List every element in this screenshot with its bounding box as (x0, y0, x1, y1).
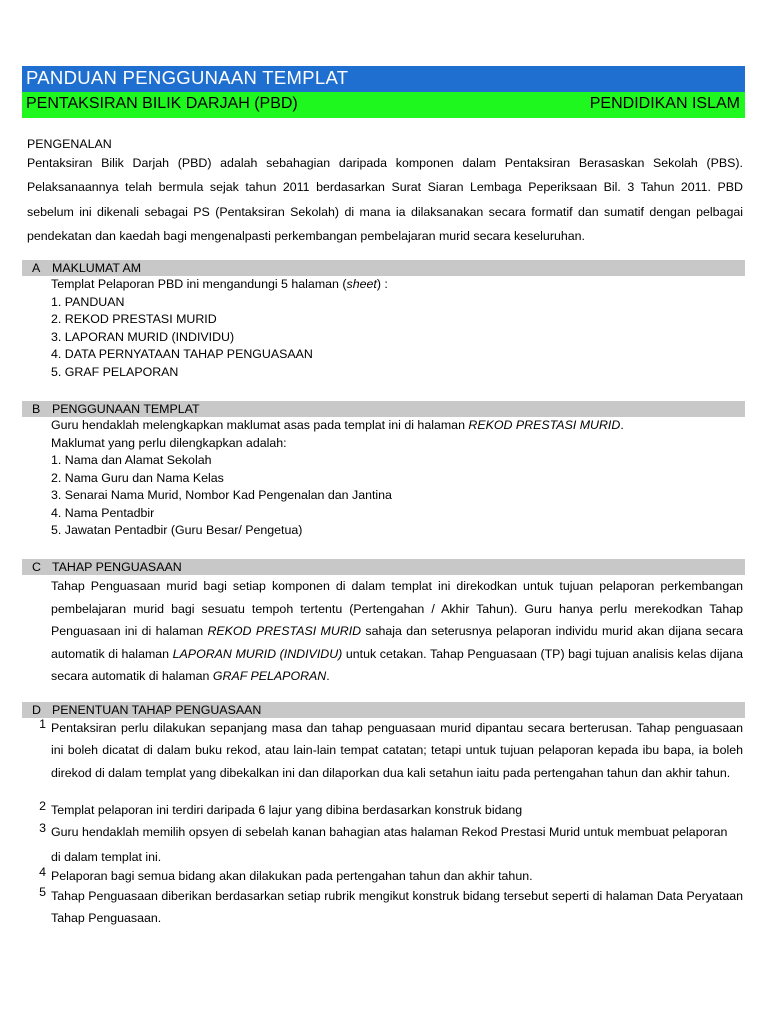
section-d-header (22, 702, 745, 718)
intro-paragraph: Pentaksiran Bilik Darjah (PBD) adalah sebahagian daripada komponen dalam Pentaksiran Berasaskan Sekolah (PBS). Pelaksanaannya telah bermula sejak tahun 2011 berdasarkan Surat Siaran Lembaga Peperiksaan Bil. 3 Tahun 2011. PBD sebelum ini dikenali sebagai PS (Pentaksiran Sekolah) di mana ia dilaksanakan secara formatif dan sumatif dengan pelbagai pendekatan dan kaedah bagi mengenalpasti perkembangan pembelajaran murid secara keseluruhan. (27, 156, 743, 243)
list-item: 1. PANDUAN (51, 294, 125, 309)
list-item: 1. Nama dan Alamat Sekolah (51, 453, 212, 467)
item-text: Tahap Penguasaan diberikan berdasarkan setiap rubrik mengikut konstruk bidang tersebut seperti di halaman Data Peryataan Tahap Penguasaan. (51, 889, 743, 926)
section-letter: A (32, 261, 41, 275)
section-letter: D (32, 703, 41, 717)
item-number: 5 (39, 885, 46, 899)
intro-heading: PENGENALAN (27, 137, 112, 151)
item-number: 2 (39, 799, 46, 813)
item-number: 1 (39, 717, 46, 731)
section-b-content (51, 417, 624, 540)
item-number: 3 (39, 821, 46, 835)
item-text: Templat pelaporan ini terdiri daripada 6 lajur yang dibina berdasarkan konstruk bidang (51, 803, 523, 817)
list-item: 4. DATA PERNYATAAN TAHAP PENGUASAAN (51, 347, 313, 361)
item-text: Pelaporan bagi semua bidang akan dilakukan pada pertengahan tahun dan akhir tahun. (51, 869, 533, 883)
section-a-content (51, 276, 388, 381)
document-title-bar (22, 66, 745, 92)
item-text: Pentaksiran perlu dilakukan sepanjang masa dan tahap penguasaan murid dipantau secara berterusan. Tahap penguasaan ini boleh dicatat di dalam buku rekod, atau lain-lain tempat catatan; tetapi untuk tujuan pelaporan kepada ibu bapa, ia boleh direkod di dalam templat yang dibekalkan ini dan dilaporkan dua kali setahun iaitu pada pertengahan tahun dan akhir tahun. (51, 721, 743, 780)
item-text: di dalam templat ini. (51, 850, 162, 864)
section-b-header (22, 401, 745, 417)
subject-label: PENDIDIKAN ISLAM (589, 95, 740, 112)
document-title: PANDUAN PENGGUNAAN TEMPLAT (26, 67, 349, 88)
item-number: 4 (39, 865, 46, 879)
section-a-lead: Templat Pelaporan PBD ini mengandungi 5 halaman (sheet) : (51, 277, 388, 291)
section-a-header (22, 260, 745, 276)
list-item: 2. REKOD PRESTASI MURID (51, 312, 217, 326)
section-c-header (22, 559, 745, 575)
list-item: 3. LAPORAN MURID (INDIVIDU) (51, 329, 235, 344)
section-title: MAKLUMAT AM (52, 261, 142, 275)
section-b-lead: Guru hendaklah melengkapkan maklumat asas pada templat ini di halaman REKOD PRESTASI MURID. (51, 418, 624, 432)
list-item: 4. Nama Pentadbir (51, 505, 155, 520)
section-c-paragraph: Tahap Penguasaan murid bagi setiap komponen di dalam templat ini direkodkan untuk tujuan pelaporan perkembangan pembelajaran murid bagi sesuatu tempoh tertentu (Pertengahan / Akhir Tahun). Guru hanya perlu merekodkan Tahap Penguasaan ini di halaman REKOD PRESTASI MURID sahaja dan seterusnya pelaporan individu murid akan dijana secara automatik di halaman LAPORAN MURID (INDIVIDU) untuk cetakan. Tahap Penguasaan (TP) bagi tujuan analisis kelas dijana secara automatik di halaman GRAF PELAPORAN. (51, 579, 743, 684)
list-item: 2. Nama Guru dan Nama Kelas (51, 470, 224, 485)
list-item: 3. Senarai Nama Murid, Nombor Kad Pengenalan dan Jantina (51, 488, 392, 502)
section-b-subheading: Maklumat yang perlu dilengkapkan adalah: (51, 435, 287, 450)
section-title: PENGGUNAAN TEMPLAT (52, 402, 200, 416)
section-title: TAHAP PENGUASAAN (52, 560, 182, 574)
section-title: PENENTUAN TAHAP PENGUASAAN (52, 703, 262, 717)
item-text: Guru hendaklah memilih opsyen di sebelah kanan bahagian atas halaman Rekod Prestasi Murid untuk membuat pelaporan (51, 825, 728, 839)
section-letter: C (32, 560, 41, 574)
list-item: 5. Jawatan Pentadbir (Guru Besar/ Pengetua) (51, 523, 303, 537)
document-subtitle: PENTAKSIRAN BILIK DARJAH (PBD) (26, 95, 298, 112)
list-item: 5. GRAF PELAPORAN (51, 364, 179, 379)
document-subtitle-bar (22, 92, 745, 118)
section-letter: B (32, 402, 41, 416)
